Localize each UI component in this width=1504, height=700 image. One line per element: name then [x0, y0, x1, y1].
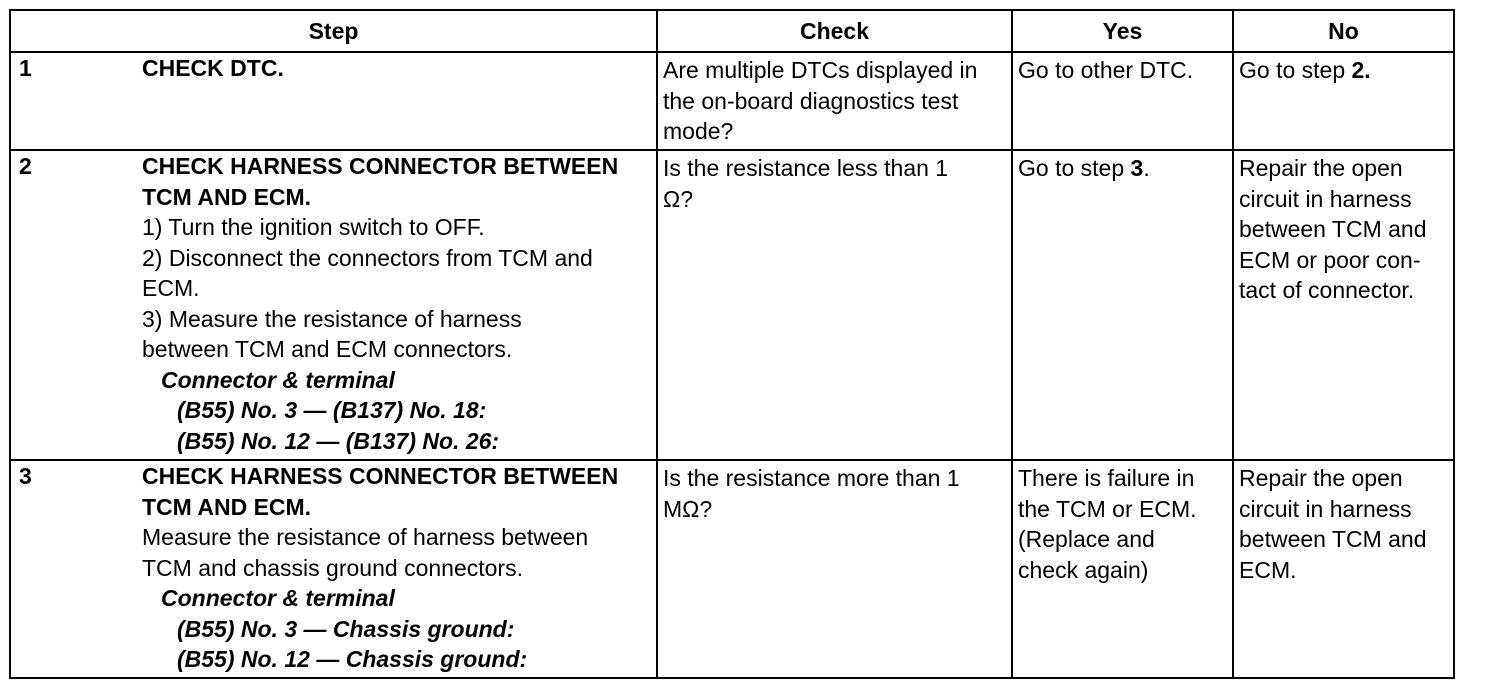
- step-cell: [10, 460, 657, 678]
- diagnostic-procedure-sheet: [9, 9, 1453, 679]
- step-text-line: 3) Measure the resistance of harness: [142, 305, 522, 332]
- yes-line: check again): [1018, 556, 1149, 583]
- no-line: ECM or poor con-: [1239, 246, 1421, 273]
- connector-terminal-line: (B55) No. 3 — (B137) No. 18:: [177, 397, 487, 423]
- connector-label: Connector & terminal: [161, 366, 395, 393]
- no-line: circuit in harness: [1239, 495, 1412, 522]
- step-title-line: TCM AND ECM.: [142, 183, 312, 210]
- yes-prefix: Go to step: [1018, 155, 1131, 181]
- step-text-line: TCM and chassis ground connectors.: [142, 554, 523, 581]
- yes-line: There is failure in: [1018, 465, 1195, 491]
- yes-cell: [1012, 52, 1233, 150]
- no-step-ref: 2.: [1351, 57, 1371, 83]
- step-number: 2: [19, 153, 32, 179]
- step-text-line: 1) Turn the ignition switch to OFF.: [142, 214, 485, 240]
- yes-line: Go to other DTC.: [1018, 57, 1194, 83]
- step-text-line: 2) Disconnect the connectors from TCM and: [142, 244, 593, 271]
- yes-cell: [1012, 150, 1233, 460]
- step-cell: [10, 150, 657, 460]
- step-body: [142, 151, 652, 456]
- step-cell: [10, 52, 657, 150]
- check-line: Is the resistance less than 1: [663, 155, 949, 181]
- header-yes: Yes: [1012, 10, 1233, 52]
- no-line: tact of connector.: [1239, 277, 1415, 303]
- check-cell: [657, 52, 1012, 150]
- step-body: [142, 53, 652, 84]
- connector-terminal-line: (B55) No. 3 — Chassis ground:: [177, 615, 515, 642]
- yes-line: [1018, 153, 1227, 184]
- yes-cell: [1012, 460, 1233, 678]
- check-cell: [657, 460, 1012, 678]
- no-cell: [1233, 150, 1454, 460]
- yes-step-ref: 3: [1130, 155, 1144, 181]
- no-cell: [1233, 460, 1454, 678]
- step-text-line: ECM.: [142, 275, 200, 301]
- header-check: Check: [657, 10, 1012, 52]
- header-row: [10, 10, 1454, 52]
- step-title-line: CHECK DTC.: [142, 55, 284, 81]
- check-line: Ω?: [663, 185, 693, 212]
- no-line: [1239, 55, 1448, 86]
- check-line: the on-board diagnostics test: [663, 87, 959, 114]
- step-row: [10, 52, 1454, 150]
- step-title-line: CHECK HARNESS CONNECTOR BETWEEN: [142, 463, 619, 489]
- no-prefix: Go to step: [1239, 57, 1352, 83]
- step-number: 3: [19, 463, 32, 489]
- check-line: Are multiple DTCs displayed in: [663, 57, 978, 83]
- step-row: [10, 460, 1454, 678]
- step-row: [10, 150, 1454, 460]
- no-line: Repair the open: [1239, 155, 1403, 181]
- no-line: Repair the open: [1239, 465, 1403, 491]
- step-text-line: between TCM and ECM connectors.: [142, 336, 513, 362]
- no-line: between TCM and: [1239, 216, 1427, 242]
- header-step: Step: [10, 10, 657, 52]
- connector-label: Connector & terminal: [161, 585, 395, 611]
- yes-line: (Replace and: [1018, 526, 1155, 552]
- connector-terminal-line: (B55) No. 12 — Chassis ground:: [177, 646, 528, 672]
- no-line: ECM.: [1239, 556, 1297, 583]
- check-line: Is the resistance more than 1: [663, 465, 960, 491]
- check-line: mode?: [663, 118, 734, 144]
- yes-suffix: .: [1143, 155, 1150, 181]
- check-cell: [657, 150, 1012, 460]
- step-title-line: CHECK HARNESS CONNECTOR BETWEEN: [142, 153, 619, 179]
- step-text-line: Measure the resistance of harness between: [142, 524, 589, 550]
- connector-terminal-line: (B55) No. 12 — (B137) No. 26:: [177, 427, 500, 454]
- step-number: 1: [19, 55, 32, 81]
- no-line: circuit in harness: [1239, 185, 1412, 212]
- header-no: No: [1233, 10, 1454, 52]
- step-body: [142, 461, 652, 675]
- yes-line: the TCM or ECM.: [1018, 495, 1197, 522]
- diagnostic-table: [9, 9, 1455, 679]
- no-cell: [1233, 52, 1454, 150]
- step-title-line: TCM AND ECM.: [142, 493, 312, 520]
- check-line: MΩ?: [663, 495, 713, 522]
- no-line: between TCM and: [1239, 526, 1427, 552]
